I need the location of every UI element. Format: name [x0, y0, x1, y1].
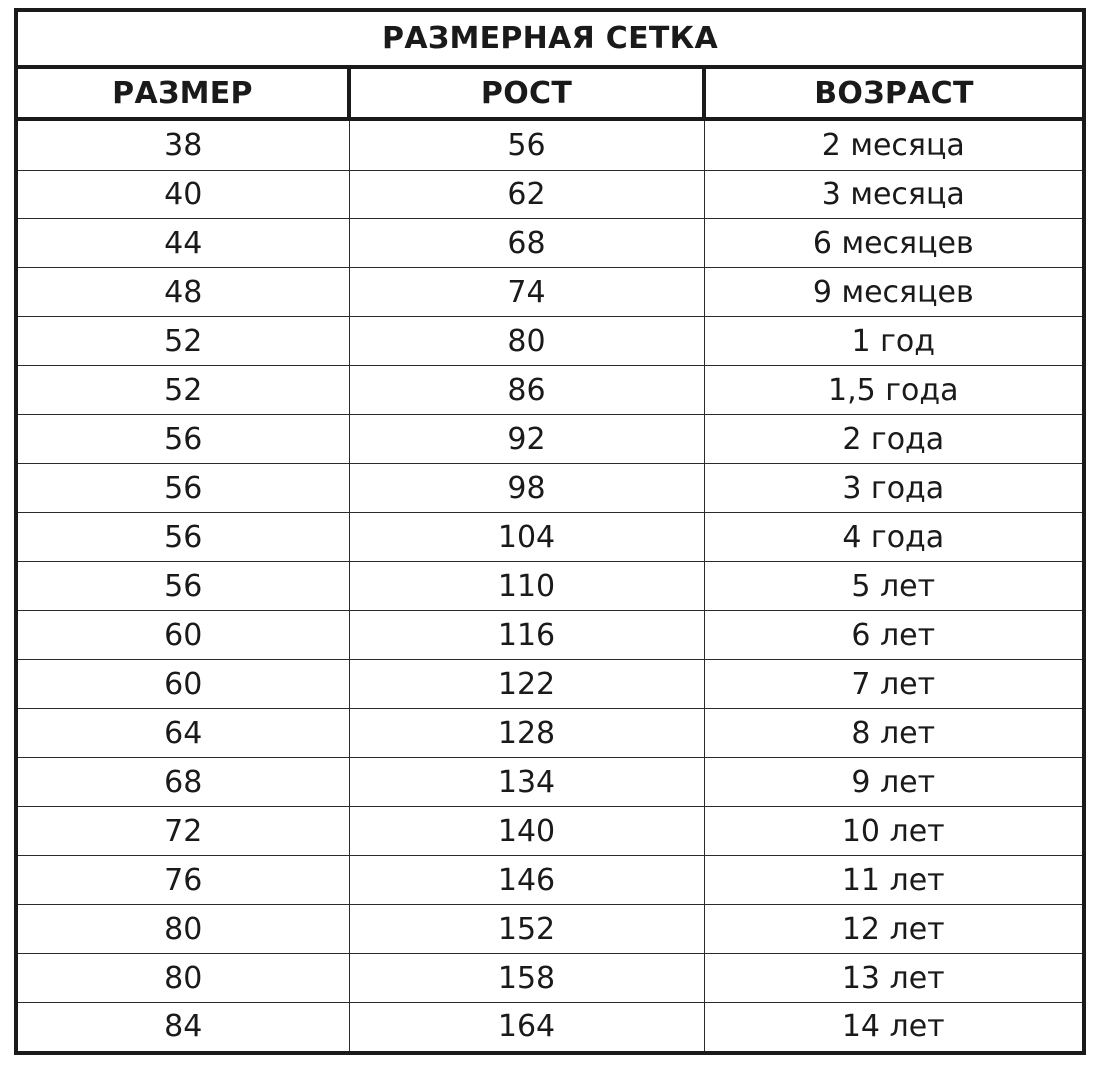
cell-age: 5 лет [704, 562, 1082, 611]
cell-size: 52 [18, 366, 349, 415]
cell-height: 92 [349, 415, 704, 464]
table-row [18, 905, 1082, 954]
header-age: ВОЗРАСТ [704, 67, 1082, 119]
cell-age: 11 лет [704, 856, 1082, 905]
table-row [18, 415, 1082, 464]
cell-height: 80 [349, 317, 704, 366]
table-row [18, 268, 1082, 317]
cell-height: 68 [349, 219, 704, 268]
table-row [18, 464, 1082, 513]
table-row [18, 562, 1082, 611]
table-row [18, 219, 1082, 268]
cell-size: 84 [164, 1009, 203, 1045]
cell-age: 4 года [704, 513, 1082, 562]
cell-height: 74 [349, 268, 704, 317]
cell-height: 86 [349, 366, 704, 415]
cell-age: 9 лет [704, 758, 1082, 807]
cell-size: 56 [18, 415, 349, 464]
table-body [18, 119, 1082, 1051]
cell-age: 12 лет [704, 905, 1082, 954]
table-row [18, 660, 1082, 709]
table-row [18, 709, 1082, 758]
cell-age: 9 месяцев [704, 268, 1082, 317]
table-row [18, 954, 1082, 1003]
cell-height: 56 [349, 119, 704, 170]
table-row [18, 366, 1082, 415]
cell-age: 2 года [704, 415, 1082, 464]
table-row [18, 119, 1082, 170]
cell-size: 76 [18, 856, 349, 905]
cell-height: 146 [349, 856, 704, 905]
cell-size: 80 [18, 905, 349, 954]
cell-height: 152 [349, 905, 704, 954]
cell-size: 60 [18, 611, 349, 660]
cell-age: 3 года [704, 464, 1082, 513]
table-row [18, 856, 1082, 905]
table-row [18, 611, 1082, 660]
cell-size: 72 [18, 807, 349, 856]
header-row [18, 67, 1082, 119]
table-row [18, 758, 1082, 807]
cell-size: 38 [18, 119, 349, 170]
title-row [18, 12, 1082, 67]
cell-height: 134 [349, 758, 704, 807]
cell-size: 56 [18, 562, 349, 611]
cell-size: 56 [18, 464, 349, 513]
cell-size: 48 [18, 268, 349, 317]
table-row [18, 513, 1082, 562]
cell-age: 13 лет [704, 954, 1082, 1003]
cell-age: 10 лет [704, 807, 1082, 856]
table-row [18, 1002, 1082, 1051]
table-row [18, 807, 1082, 856]
cell-height: 158 [349, 954, 704, 1003]
header-height: РОСТ [349, 67, 704, 119]
cell-size: 68 [18, 758, 349, 807]
cell-size: 40 [18, 170, 349, 219]
cell-size: 80 [18, 954, 349, 1003]
cell-height: 116 [349, 611, 704, 660]
cell-height: 122 [349, 660, 704, 709]
size-chart-sheet [14, 8, 1086, 1055]
cell-age: 6 месяцев [704, 219, 1082, 268]
cell-age: 3 месяца [704, 170, 1082, 219]
cell-age: 1,5 года [704, 366, 1082, 415]
cell-age: 14 лет [704, 1002, 1082, 1051]
cell-height: 110 [349, 562, 704, 611]
cell-size: 44 [18, 219, 349, 268]
cell-size: 52 [18, 317, 349, 366]
cell-height: 62 [349, 170, 704, 219]
cell-age: 8 лет [704, 709, 1082, 758]
table-row [18, 317, 1082, 366]
cell-age: 1 год [704, 317, 1082, 366]
cell-size: 64 [18, 709, 349, 758]
cell-height: 98 [349, 464, 704, 513]
cell-age: 2 месяца [704, 119, 1082, 170]
cell-size: 56 [18, 513, 349, 562]
table-row [18, 170, 1082, 219]
cell-age: 6 лет [704, 611, 1082, 660]
cell-height: 140 [349, 807, 704, 856]
cell-size: 60 [18, 660, 349, 709]
cell-height: 104 [349, 513, 704, 562]
size-table [18, 12, 1082, 1051]
cell-age: 7 лет [704, 660, 1082, 709]
header-size: РАЗМЕР [18, 67, 349, 119]
cell-height: 164 [349, 1002, 704, 1051]
table-title: РАЗМЕРНАЯ СЕТКА [18, 12, 1082, 67]
cell-height: 128 [349, 709, 704, 758]
